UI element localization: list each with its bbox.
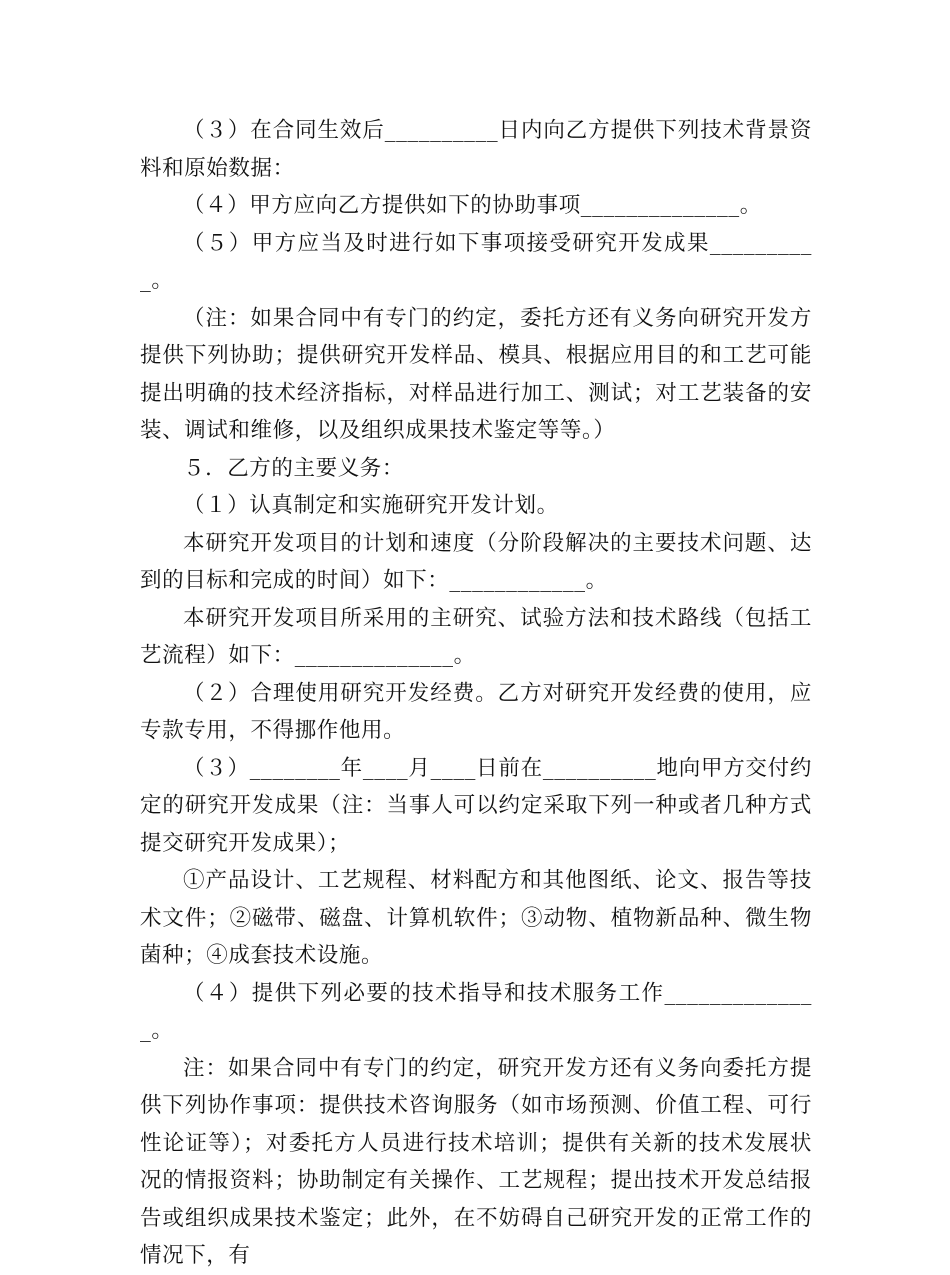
document-body	[140, 112, 812, 1275]
paragraph-clause-2-funds: （２）合理使用研究开发经费。乙方对研究开发经费的使用，应专款专用，不得挪作他用。	[140, 680, 812, 743]
paragraph-clause-5-acceptance: （５）甲方应当及时进行如下事项接受研究开发成果__________。	[140, 230, 812, 293]
paragraph-clause-4-assistance: （４）甲方应向乙方提供如下的协助事项______________。	[183, 193, 762, 218]
paragraph-plan-schedule: 本研究开发项目的计划和速度（分阶段解决的主要技术问题、达到的目标和完成的时间）如下：____________。	[140, 530, 812, 593]
paragraph-clause-3-delivery: （３）________年____月____日前在__________地向甲方交付约定的研究开发成果（注：当事人可以约定采取下列一种或者几种方式提交研究开发成果）；	[140, 755, 812, 856]
paragraph-note-client-duties: （注：如果合同中有专门的约定，委托方还有义务向研究开发方提供下列协助；提供研究开发样品、模具、根据应用目的和工艺可能提出明确的技术经济指标，对样品进行加工、测试；对工艺装备的安装、调试和维修，以及组织成果技术鉴定等等。）	[140, 305, 812, 443]
paragraph-clause-1-plan: （１）认真制定和实施研究开发计划。	[183, 493, 559, 518]
paragraph-note-developer-duties: 注：如果合同中有专门的约定，研究开发方还有义务向委托方提供下列协作事项：提供技术咨询服务（如市场预测、价值工程、可行性论证等）；对委托方人员进行技术培训；提供有关新的技术发展状况的情报资料；协助制定有关操作、工艺规程；提出技术开发总结报告或组织成果技术鉴定；此外，在不妨碍自己研究开发的正常工作的情况下，有	[140, 1055, 812, 1268]
section-heading-party-b-duties: ５．乙方的主要义务：	[183, 455, 405, 481]
paragraph-methods-route: 本研究开发项目所采用的主研究、试验方法和技术路线（包括工艺流程）如下：______________。	[140, 605, 812, 668]
paragraph-clause-3-background-data: （３）在合同生效后__________日内向乙方提供下列技术背景资料和原始数据：	[140, 118, 812, 181]
paragraph-clause-4-guidance: （４）提供下列必要的技术指导和技术服务工作______________。	[140, 980, 812, 1043]
paragraph-delivery-forms: ①产品设计、工艺规程、材料配方和其他图纸、论文、报告等技术文件；②磁带、磁盘、计算机软件；③动物、植物新品种、微生物菌种；④成套技术设施。	[140, 868, 812, 968]
